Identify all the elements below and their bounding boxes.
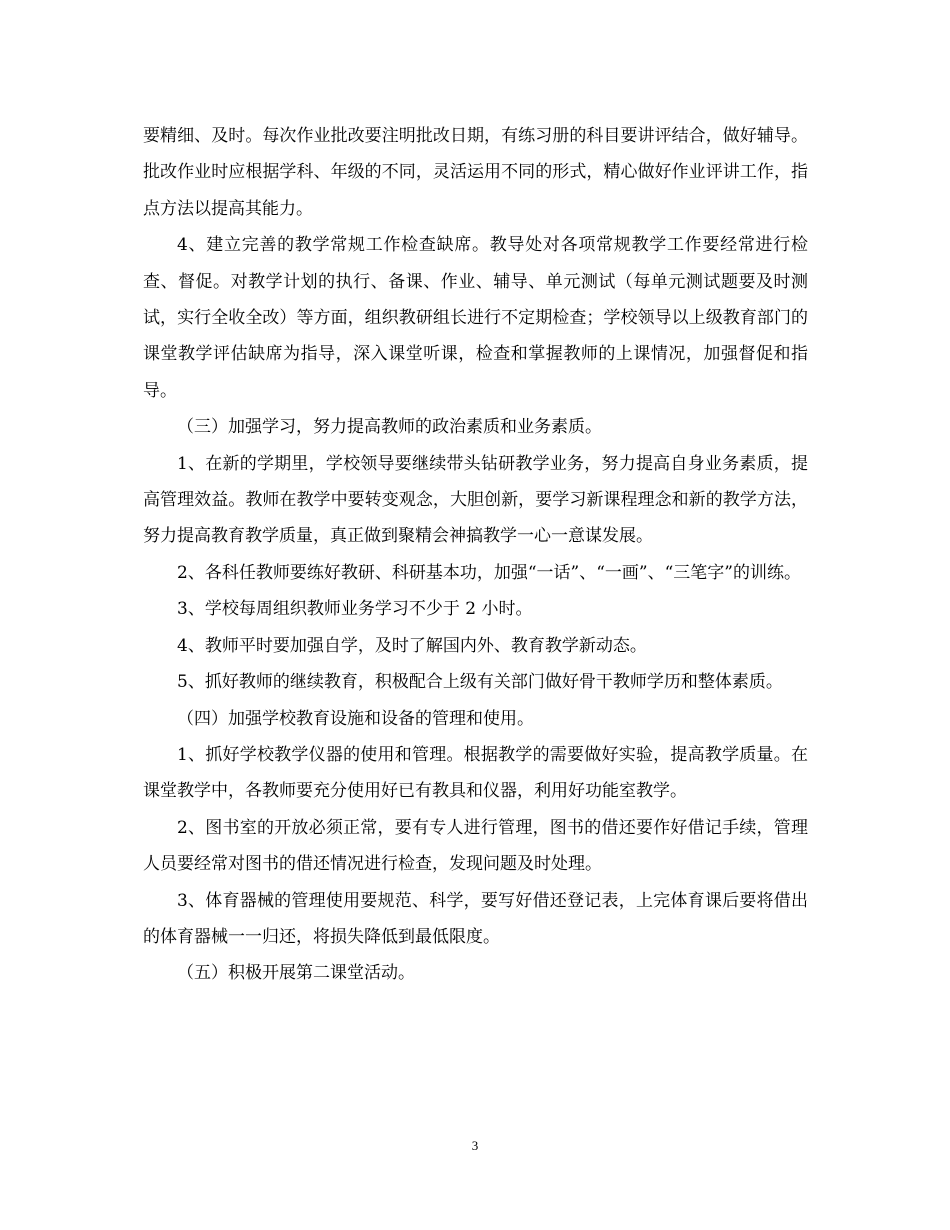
- paragraph-basic-skills: 2、各科任教师要练好教研、科研基本功，加强“一话”、“一画”、“三笔字”的训练。: [177, 562, 801, 583]
- page-number: 3: [471, 1138, 479, 1153]
- paragraph-continuing-education: 5、抓好教师的继续教育，积极配合上级有关部门做好骨干教师学历和整体素质。: [177, 672, 783, 693]
- paragraph-weekly-study: 3、学校每周组织教师业务学习不少于 2 小时。: [177, 599, 533, 620]
- paragraph-self-study: 4、教师平时要加强自学，及时了解国内外、教育教学新动态。: [177, 635, 647, 656]
- section-heading-three: （三）加强学习，努力提高教师的政治素质和业务素质。: [177, 417, 602, 438]
- paragraph-homework-grading: 要精细、及时。每次作业批改要注明批改日期，有练习册的科目要讲评结合，做好辅导。批改作业时应根据学科、年级的不同，灵活运用不同的形式，精心做好作业评讲工作，指点方法以提高其能力。: [143, 126, 808, 219]
- paragraph-leadership-study: 1、在新的学期里，学校领导要继续带头钻研教学业务，努力提高自身业务素质，提高管理效益。教师在教学中要转变观念，大胆创新，要学习新课程理念和新的教学方法，努力提高教育教学质量，真正做到聚精会神搞教学一心一意谋发展。: [143, 453, 808, 547]
- paragraph-sports-equipment: 3、体育器械的管理使用要规范、科学，要写好借还登记表，上完体育课后要将借出的体育器械一一归还，将损失降低到最低限度。: [143, 890, 808, 947]
- document-body: [143, 118, 808, 992]
- paragraph-library: 2、图书室的开放必须正常，要有专人进行管理，图书的借还要作好借记手续，管理人员要经常对图书的借还情况进行检查，发现问题及时处理。: [143, 817, 808, 875]
- section-heading-five: （五）积极开展第二课堂活动。: [177, 963, 415, 984]
- section-heading-four: （四）加强学校教育设施和设备的管理和使用。: [177, 708, 534, 729]
- paragraph-instruments: 1、抓好学校教学仪器的使用和管理。根据教学的需要做好实验，提高教学质量。在课堂教学中，各教师要充分使用好已有教具和仪器，利用好功能室教学。: [143, 744, 808, 802]
- paragraph-inspection-system: 4、建立完善的教学常规工作检查缺席。教导处对各项常规教学工作要经常进行检查、督促。对教学计划的执行、备课、作业、辅导、单元测试（每单元测试题要及时测试，实行全收全改）等方面，组织教研组长进行不定期检查；学校领导以上级教育部门的课堂教学评估缺席为指导，深入课堂听课，检查和掌握教师的上课情况，加强督促和指导。: [143, 235, 808, 401]
